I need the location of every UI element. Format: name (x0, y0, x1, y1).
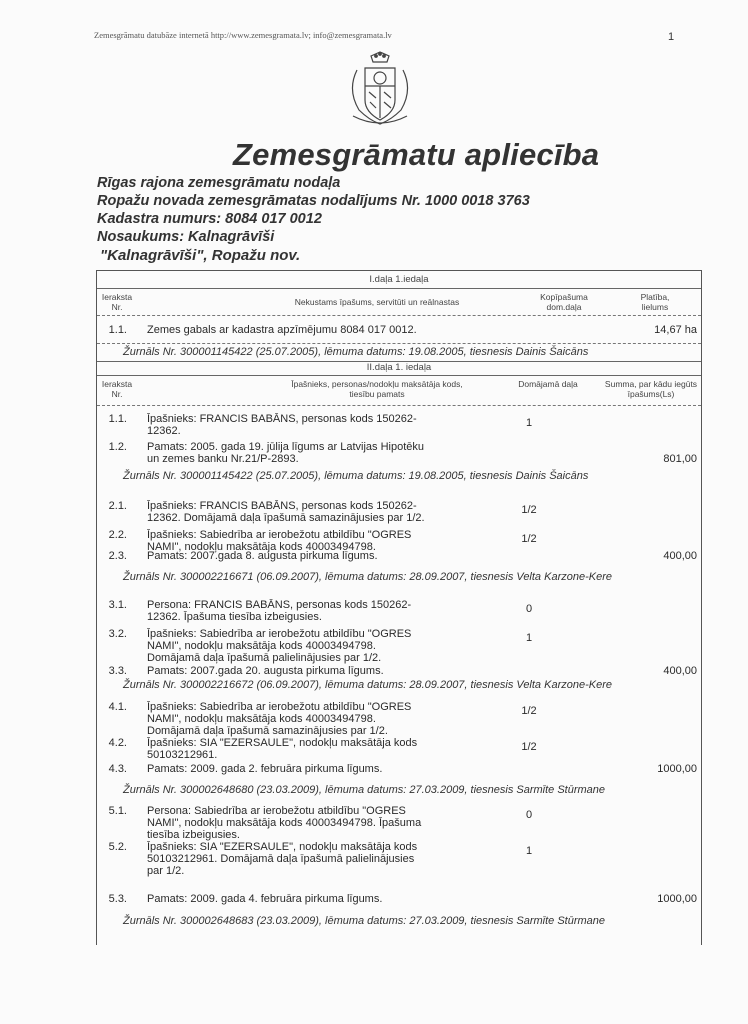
entry-number: 1.1. (108, 324, 127, 336)
entry-text: Īpašnieks: Sabiedrība ar ierobežotu atbildību "OGRES NAMI", nodokļu maksātāja kods 40003494798. Domājamā daļa īpašumā samazinājusies par 1/2. (147, 701, 412, 737)
entry-share: 1 (525, 632, 533, 644)
section2-col-owner: Īpašnieks, personas/nodokļu maksātāja kods, tiesību pamats (291, 379, 463, 399)
section2-heading: II.daļa 1. iedaļa (366, 362, 432, 373)
entry-number: 5.3. (108, 893, 127, 905)
cadastre-number: Kadastra numurs: 8084 017 0012 (97, 211, 322, 227)
section1-col-description: Nekustams īpašums, servitūti un reālnastas (294, 297, 460, 307)
coat-of-arms-icon (343, 50, 417, 128)
entry-text: Īpašnieks: SIA "EZERSAULE", nodokļu maksātāja kods 50103212961. Domājamā daļa īpašumā palielinājusies par 1/2. (147, 841, 418, 877)
entry-number: 4.1. (108, 701, 127, 713)
entry-share: 0 (525, 603, 533, 615)
section1-journal-record: Žurnāls Nr. 300001145422 (25.07.2005), lēmuma datums: 19.08.2005, tiesnesis Dainis Šaicāns (123, 346, 589, 358)
document-source-header: Zemesgrāmatu datubāze internetā http://www.zemesgramata.lv; info@zemesgramata.lv (94, 30, 392, 40)
registry-department: Rīgas rajona zemesgrāmatu nodaļa (97, 175, 341, 191)
entry-text: Īpašnieks: FRANCIS BABĀNS, personas kods 150262- 12362. Domājamā daļa īpašumā samazinājusies par 1/2. (147, 500, 425, 524)
entry-text: Persona: FRANCIS BABĀNS, personas kods 150262- 12362. Īpašuma tiesība izbeigusies. (147, 599, 412, 623)
entry-text: Pamats: 2005. gada 19. jūlija līgums ar Latvijas Hipotēku un zemes banku Nr.21/P-2893. (147, 441, 424, 465)
entry-number: 4.2. (108, 737, 127, 749)
entry-share: 1 (525, 417, 533, 429)
journal-record: Žurnāls Nr. 300002648683 (23.03.2009), lēmuma datums: 27.03.2009, tiesnesis Sarmīte Stūrmane (123, 915, 606, 927)
entry-text: Pamats: 2007.gada 8. augusta pirkuma līgums. (147, 550, 378, 562)
section2-col-entry-no: Ieraksta Nr. (101, 379, 133, 399)
entry-text: Pamats: 2009. gada 2. februāra pirkuma līgums. (147, 763, 383, 775)
journal-record: Žurnāls Nr. 300002216672 (06.09.2007), lēmuma datums: 28.09.2007, tiesnesis Velta Karzone-Kere (123, 679, 612, 691)
entry-number: 5.2. (108, 841, 127, 853)
journal-record: Žurnāls Nr. 300002216671 (06.09.2007), lēmuma datums: 28.09.2007, tiesnesis Velta Karzone-Kere (123, 571, 612, 583)
entry-amount: 801,00 (663, 453, 697, 465)
journal-record: Žurnāls Nr. 300002648680 (23.03.2009), lēmuma datums: 27.03.2009, tiesnesis Sarmīte Stūrmane (123, 784, 606, 796)
entry-number: 3.3. (108, 665, 127, 677)
entry-share: 1/2 (521, 741, 537, 753)
land-register-table (96, 270, 702, 945)
entry-text: Īpašnieks: Sabiedrība ar ierobežotu atbildību "OGRES NAMI", nodokļu maksātāja kods 40003494798. Domājamā daļa īpašumā palielinājusies par 1/2. (147, 628, 412, 664)
section2-col-sum: Summa, par kādu iegūts īpašums(Ls) (604, 379, 698, 399)
page-number: 1 (668, 31, 675, 43)
entry-share: 1 (525, 845, 533, 857)
folio-number: Ropažu novada zemesgrāmatas nodalījums Nr. 1000 0018 3763 (97, 193, 530, 209)
entry-text: Īpašnieks: FRANCIS BABĀNS, personas kods 150262- 12362. (147, 413, 417, 437)
property-name: Nosaukums: Kalnagrāvīši (97, 229, 275, 245)
entry-share: 1/2 (521, 504, 537, 516)
entry-share: 0 (525, 809, 533, 821)
entry-number: 3.1. (108, 599, 127, 611)
entry-share: 1/2 (521, 705, 537, 717)
entry-number: 2.2. (108, 529, 127, 541)
entry-number: 1.2. (108, 441, 127, 453)
entry-amount: 1000,00 (657, 763, 697, 775)
entry-text: Īpašnieks: Sabiedrība ar ierobežotu atbildību "OGRES NAMI", nodokļu maksātāja kods 40003494798. (147, 529, 412, 553)
entry-number: 2.3. (108, 550, 127, 562)
entry-number: 2.1. (108, 500, 127, 512)
entry-text: Pamats: 2009. gada 4. februāra pirkuma līgums. (147, 893, 383, 905)
journal-record: Žurnāls Nr. 300001145422 (25.07.2005), lēmuma datums: 19.08.2005, tiesnesis Dainis Šaicāns (123, 470, 589, 482)
entry-text: Īpašnieks: SIA "EZERSAULE", nodokļu maksātāja kods 50103212961. (147, 737, 418, 761)
section1-heading: I.daļa 1.iedaļa (369, 274, 429, 285)
entry-number: 4.3. (108, 763, 127, 775)
entry-amount: 400,00 (663, 550, 697, 562)
entry-text: Zemes gabals ar kadastra apzīmējumu 8084 017 0012. (147, 324, 417, 336)
entry-number: 3.2. (108, 628, 127, 640)
section1-col-co-ownership: Kopīpašuma dom.daļa (540, 292, 588, 312)
entry-text: Pamats: 2007.gada 20. augusta pirkuma līgums. (147, 665, 384, 677)
section1-col-area: Platība, lielums (640, 292, 670, 312)
section1-col-entry-no: Ieraksta Nr. (101, 292, 133, 312)
document-title: Zemesgrāmatu apliecība (233, 137, 600, 172)
property-address: "Kalnagrāvīši", Ropažu nov. (100, 247, 301, 264)
entry-number: 5.1. (108, 805, 127, 817)
entry-amount: 14,67 ha (654, 324, 697, 336)
entry-share: 1/2 (521, 533, 537, 545)
section2-col-share: Domājamā daļa (518, 379, 578, 389)
entry-number: 1.1. (108, 413, 127, 425)
entry-amount: 1000,00 (657, 893, 697, 905)
entry-text: Persona: Sabiedrība ar ierobežotu atbildību "OGRES NAMI", nodokļu maksātāja kods 40003494798. Īpašuma tiesība izbeigusies. (147, 805, 422, 841)
entry-amount: 400,00 (663, 665, 697, 677)
